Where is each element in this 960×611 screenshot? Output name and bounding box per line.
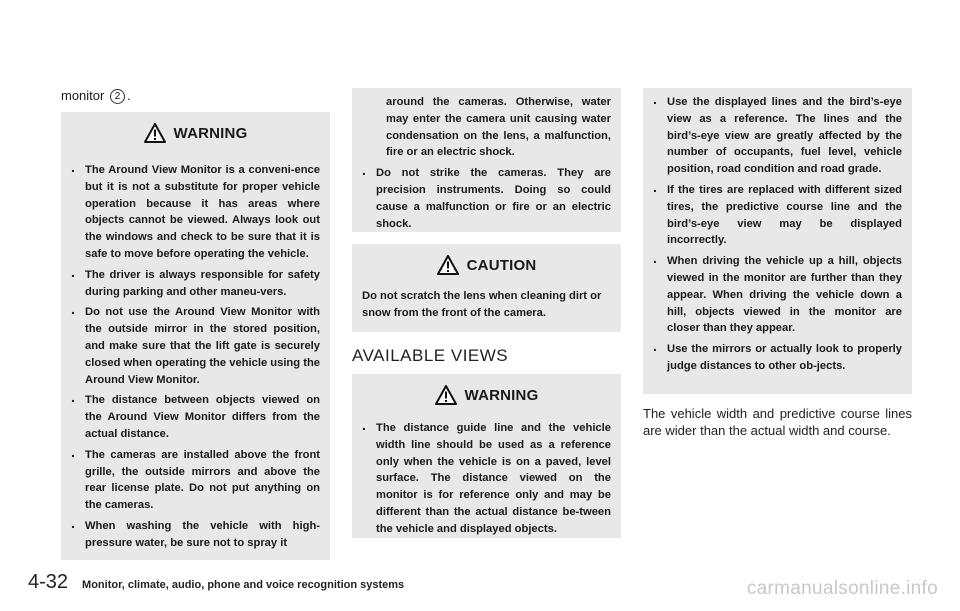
warning-box-1-continued: [352, 88, 621, 232]
warning-item: . Use the mirrors or actually look to properly judge distances to other ob-jects.: [653, 341, 902, 375]
intro-text: monitor: [61, 88, 105, 103]
warning-triangle-icon: [144, 123, 166, 143]
warning-item: . When driving the vehicle up a hill, objects viewed in the monitor are further than they appear. When driving the vehicle down a hill, objects viewed in the monitor are closer than they appear.: [653, 253, 902, 337]
warning-triangle-icon: [435, 385, 457, 405]
caution-box: [352, 244, 621, 332]
warning-title: WARNING: [173, 124, 248, 142]
warning-box-2: [352, 374, 621, 538]
callout-number-icon: 2: [110, 89, 125, 104]
body-paragraph: The vehicle width and predictive course lines are wider than the actual width and course.: [643, 406, 912, 438]
warning-header: [352, 374, 621, 416]
warning-title: WARNING: [464, 386, 539, 404]
warning-item: . The distance guide line and the vehicle width line should be used as a reference only when the vehicle is on a paved, level surface. The distance viewed on the monitor is for reference only and may be different than the actual distance be-tween the vehicle and displayed objects.: [362, 420, 611, 538]
warning-item: . The Around View Monitor is a conveni-ence but it is not a substitute for proper vehicle operation because it has areas where objects cannot be viewed. Always look out the windows and check to be sure that it is safe to move before operating the vehicle.: [71, 162, 320, 263]
warning-item: . Do not use the Around View Monitor with the outside mirror in the stored position, and make sure that the lift gate is securely closed when operating the vehicle using the Around View Monitor.: [71, 304, 320, 388]
section-title: AVAILABLE VIEWS: [352, 346, 509, 365]
warning-list: [61, 154, 330, 562]
warning-list: [352, 416, 621, 548]
warning-item: . The driver is always responsible for safety during parking and other maneu-vers.: [71, 267, 320, 301]
intro-suffix: .: [126, 88, 131, 103]
warning-box-1: [61, 112, 330, 560]
warning-list-continued: [643, 88, 912, 385]
warning-item: . When washing the vehicle with high-pressure water, be sure not to spray it: [71, 518, 320, 552]
warning-item: . The distance between objects viewed on the Around View Monitor differs from the actual distance.: [71, 392, 320, 442]
warning-item: . Do not strike the cameras. They are precision instruments. Doing so could cause a malfunction or fire or an electric shock.: [362, 165, 611, 232]
page-footer: [28, 571, 404, 594]
warning-list-continued: [352, 88, 621, 242]
warning-item: . Use the displayed lines and the bird’s-eye view as a reference. The lines and the bird’s-eye view are greatly affected by the number of occupants, fuel level, vehicle position, road condition and road grade.: [653, 94, 902, 178]
warning-item: . If the tires are replaced with different sized tires, the predictive course line and the bird’s-eye view may be displayed incorrectly.: [653, 182, 902, 249]
warning-item-continued: around the cameras. Otherwise, water may enter the camera unit causing water condensation on the lens, a malfunction, fire or an electric shock.: [386, 96, 611, 159]
footer-chapter-title: Monitor, climate, audio, phone and voice recognition systems: [82, 579, 405, 591]
intro-line: [61, 88, 131, 104]
warning-box-2-continued: [643, 88, 912, 394]
page-number: 4-32: [28, 571, 69, 593]
caution-header: [352, 244, 621, 286]
caution-text: Do not scratch the lens when cleaning dirt or snow from the front of the camera.: [362, 290, 602, 319]
watermark: carmanualsonline.info: [746, 578, 938, 599]
warning-triangle-icon: [437, 255, 459, 275]
warning-item: . The cameras are installed above the front grille, the outside mirrors and above the rear license plate. Do not put anything on the cameras.: [71, 447, 320, 514]
caution-title: CAUTION: [466, 256, 537, 274]
warning-header: [61, 112, 330, 154]
